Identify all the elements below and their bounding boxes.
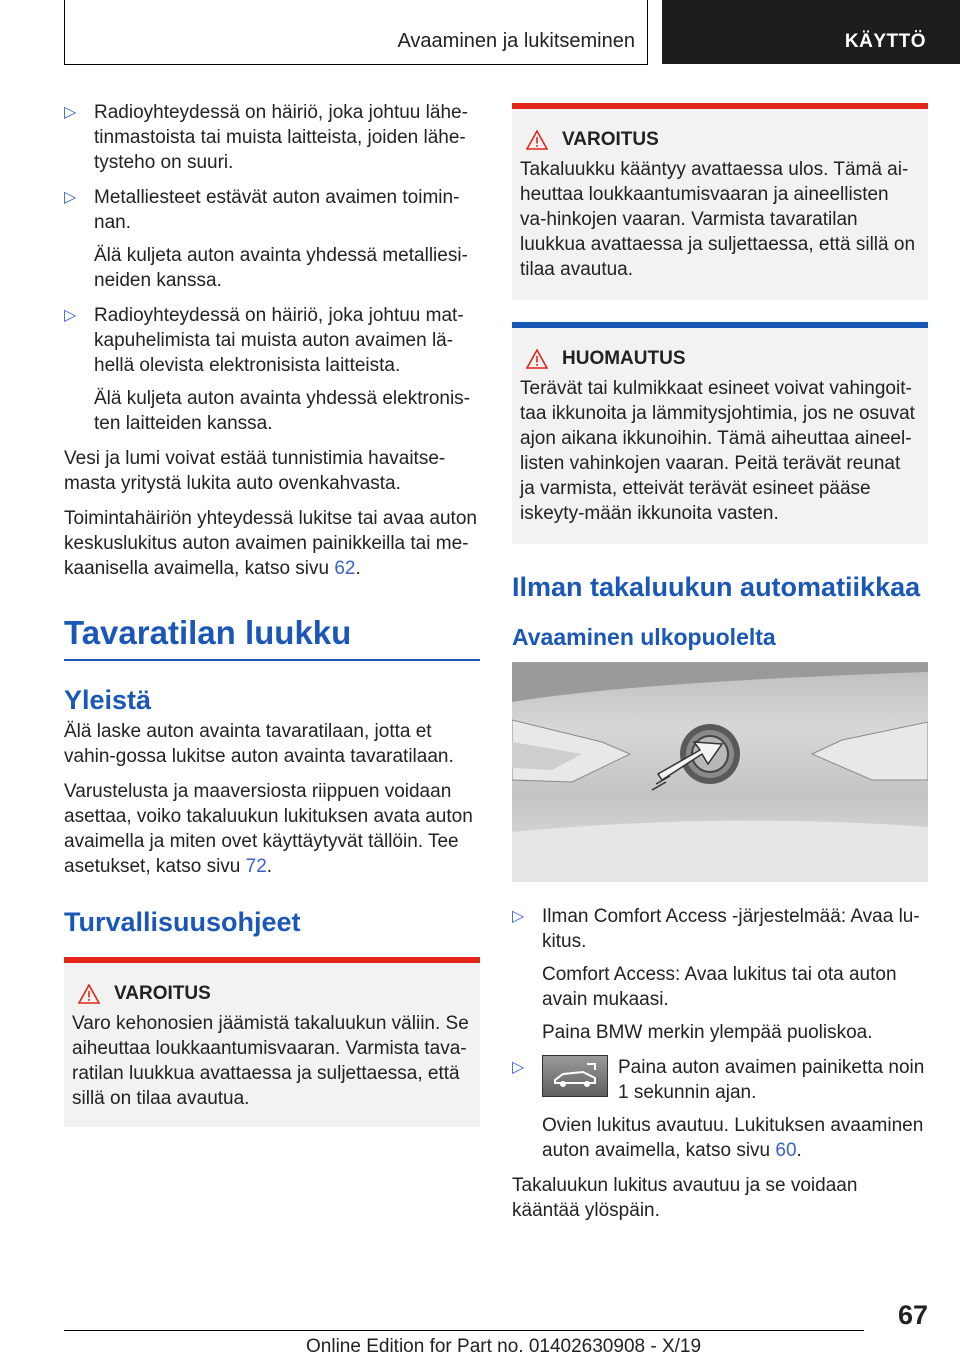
warning-bar [64, 957, 480, 963]
warning-icon [526, 349, 548, 369]
warning-icon [78, 984, 100, 1004]
edition-note: Online Edition for Part no. 01402630908 - X/19 [306, 1336, 702, 1357]
warning-box [512, 103, 928, 300]
list-item [512, 904, 928, 1045]
left-column [64, 100, 480, 1149]
subheading-open-outside: Avaaminen ulkopuolelta [512, 624, 776, 650]
section-rule [64, 659, 480, 661]
header-section-title: Avaaminen ja lukitseminen [397, 30, 635, 52]
tailgate-photo [512, 662, 928, 882]
paragraph: Toimintahäiriön yhteydessä lukitse tai avaa auton keskuslukitus auton avaimen painikkeilla tai me-kaanisella avaimella, katso sivu 62. [64, 508, 477, 579]
notice-heading [520, 348, 918, 370]
triangle-bullet-icon: ▷ [64, 104, 77, 121]
notice-bar [512, 322, 928, 328]
warning-heading [520, 129, 918, 151]
bullet-row [542, 1055, 928, 1105]
bullet-subtext: Älä kuljeta auton avainta yhdessä elektronis-ten laitteiden kanssa. [94, 388, 471, 434]
list-item [512, 1055, 928, 1163]
warning-box [64, 957, 480, 1127]
list-item [64, 100, 480, 175]
paragraph: Varustelusta ja maaversiosta riippuen voidaan asettaa, voiko takaluukun lukituksen avata auton avaimella ja miten ovet käyttäytyvät tällöin. Tee asetukset, katso sivu 72. [64, 781, 473, 877]
tailgate-illustration [512, 662, 928, 882]
triangle-bullet-icon: ▷ [512, 908, 525, 925]
section-title: Tavaratilan luukku [64, 614, 352, 651]
bullet-subtext: Comfort Access: Avaa lukitus tai ota auton avain mukaasi. [542, 964, 897, 1010]
notice-title: HUOMAUTUS [562, 348, 686, 369]
footer-rule [64, 1330, 864, 1331]
subtext: Ovien lukitus avautuu. Lukituksen avaaminen auton avaimella, katso sivu [542, 1115, 924, 1161]
subheading-safety: Turvallisuusohjeet [64, 907, 301, 937]
bullet-text: Ilman Comfort Access -järjestelmää: Avaa lu-kitus. [542, 906, 920, 952]
warning-text: Takaluukku kääntyy avattaessa ulos. Tämä ai-heuttaa loukkaantumisvaaran ja aineellisten va-hinkojen vaaran. Varmista tavaratilan luukkua avattaessa ja suljettaessa, että sillä on tilaa avautua. [520, 159, 916, 280]
right-column [512, 103, 928, 1233]
page-link[interactable]: 62 [334, 558, 356, 579]
paragraph: Älä laske auton avainta tavaratilaan, jotta et vahin-gossa lukitse auton avainta tavaratilaan. [64, 721, 454, 767]
subheading-general: Yleistä [64, 685, 152, 715]
header-section-box [64, 0, 648, 64]
list-item [64, 303, 480, 436]
subheading-no-automatic: Ilman takaluukun automatiikkaa [512, 572, 921, 602]
notice-box [512, 322, 928, 544]
triangle-bullet-icon: ▷ [512, 1059, 525, 1076]
warning-heading [72, 983, 470, 1005]
page-link[interactable]: 72 [245, 856, 267, 877]
bullet-subtext: Ovien lukitus avautuu. Lukituksen avaaminen auton avaimella, katso sivu 60. [542, 1115, 924, 1161]
bullet-subtext: Älä kuljeta auton avainta yhdessä metalliesi-neiden kanssa. [94, 245, 468, 291]
paragraph-text: Toimintahäiriön yhteydessä lukitse tai avaa auton keskuslukitus auton avaimen painikkeilla tai me-kaanisella avaimella, katso sivu [64, 508, 477, 579]
triangle-bullet-icon: ▷ [64, 307, 77, 324]
triangle-bullet-icon: ▷ [64, 189, 77, 206]
bullet-text: Radioyhteydessä on häiriö, joka johtuu lähe-tinmastoista tai muista laitteista, joiden lähe-tysteho on suuri. [94, 102, 468, 173]
page-link[interactable]: 60 [775, 1140, 797, 1161]
header-chapter-tab [662, 0, 960, 64]
paragraph: Vesi ja lumi voivat estää tunnistimia havaitse-masta yritystä lukita auto ovenkahvasta. [64, 448, 446, 494]
list-item [64, 185, 480, 293]
warning-title: VAROITUS [562, 129, 659, 150]
notice-text: Terävät tai kulmikkaat esineet voivat vahingoit-taa ikkunoita ja lämmitysjohtimia, jos ne osuvat ajon aikana ikkunoihin. Tämä aiheuttaa aineel-listen vahinkojen vaaran. Peitä terävät reunat ja varmista, etteivät terävät esineet pääse iskeyty-mään ikkunoita vasten. [520, 378, 915, 524]
warning-title: VAROITUS [114, 983, 211, 1004]
paragraph-text: Varustelusta ja maaversiosta riippuen voidaan asettaa, voiko takaluukun lukituksen avata auton avaimella ja miten ovet käyttäytyvät tällöin. Tee asetukset, katso sivu [64, 781, 473, 877]
bullet-text: Paina auton avaimen painiketta noin 1 sekunnin ajan. [618, 1057, 925, 1103]
car-key-trunk-button-icon [542, 1055, 608, 1097]
warning-icon [526, 130, 548, 150]
bullet-subtext: Paina BMW merkin ylempää puoliskoa. [542, 1022, 873, 1043]
header-chapter-label: KÄYTTÖ [844, 31, 926, 52]
header-rule [64, 64, 648, 65]
paragraph: Takaluukun lukitus avautuu ja se voidaan kääntää ylöspäin. [512, 1175, 858, 1221]
page-number: 67 [897, 1300, 928, 1330]
bullet-text: Radioyhteydessä on häiriö, joka johtuu mat-kapuhelimista tai muista auton avaimen lä-hellä olevista elektronisista laitteista. [94, 305, 464, 376]
warning-text: Varo kehonosien jäämistä takaluukun väliin. Se aiheuttaa loukkaantumisvaaran. Varmista tava-ratilan luukkua avattaessa ja suljettaessa, että sillä on tilaa avautua. [72, 1013, 469, 1109]
warning-bar [512, 103, 928, 109]
bullet-text: Metalliesteet estävät auton avaimen toimin-nan. [94, 187, 460, 233]
